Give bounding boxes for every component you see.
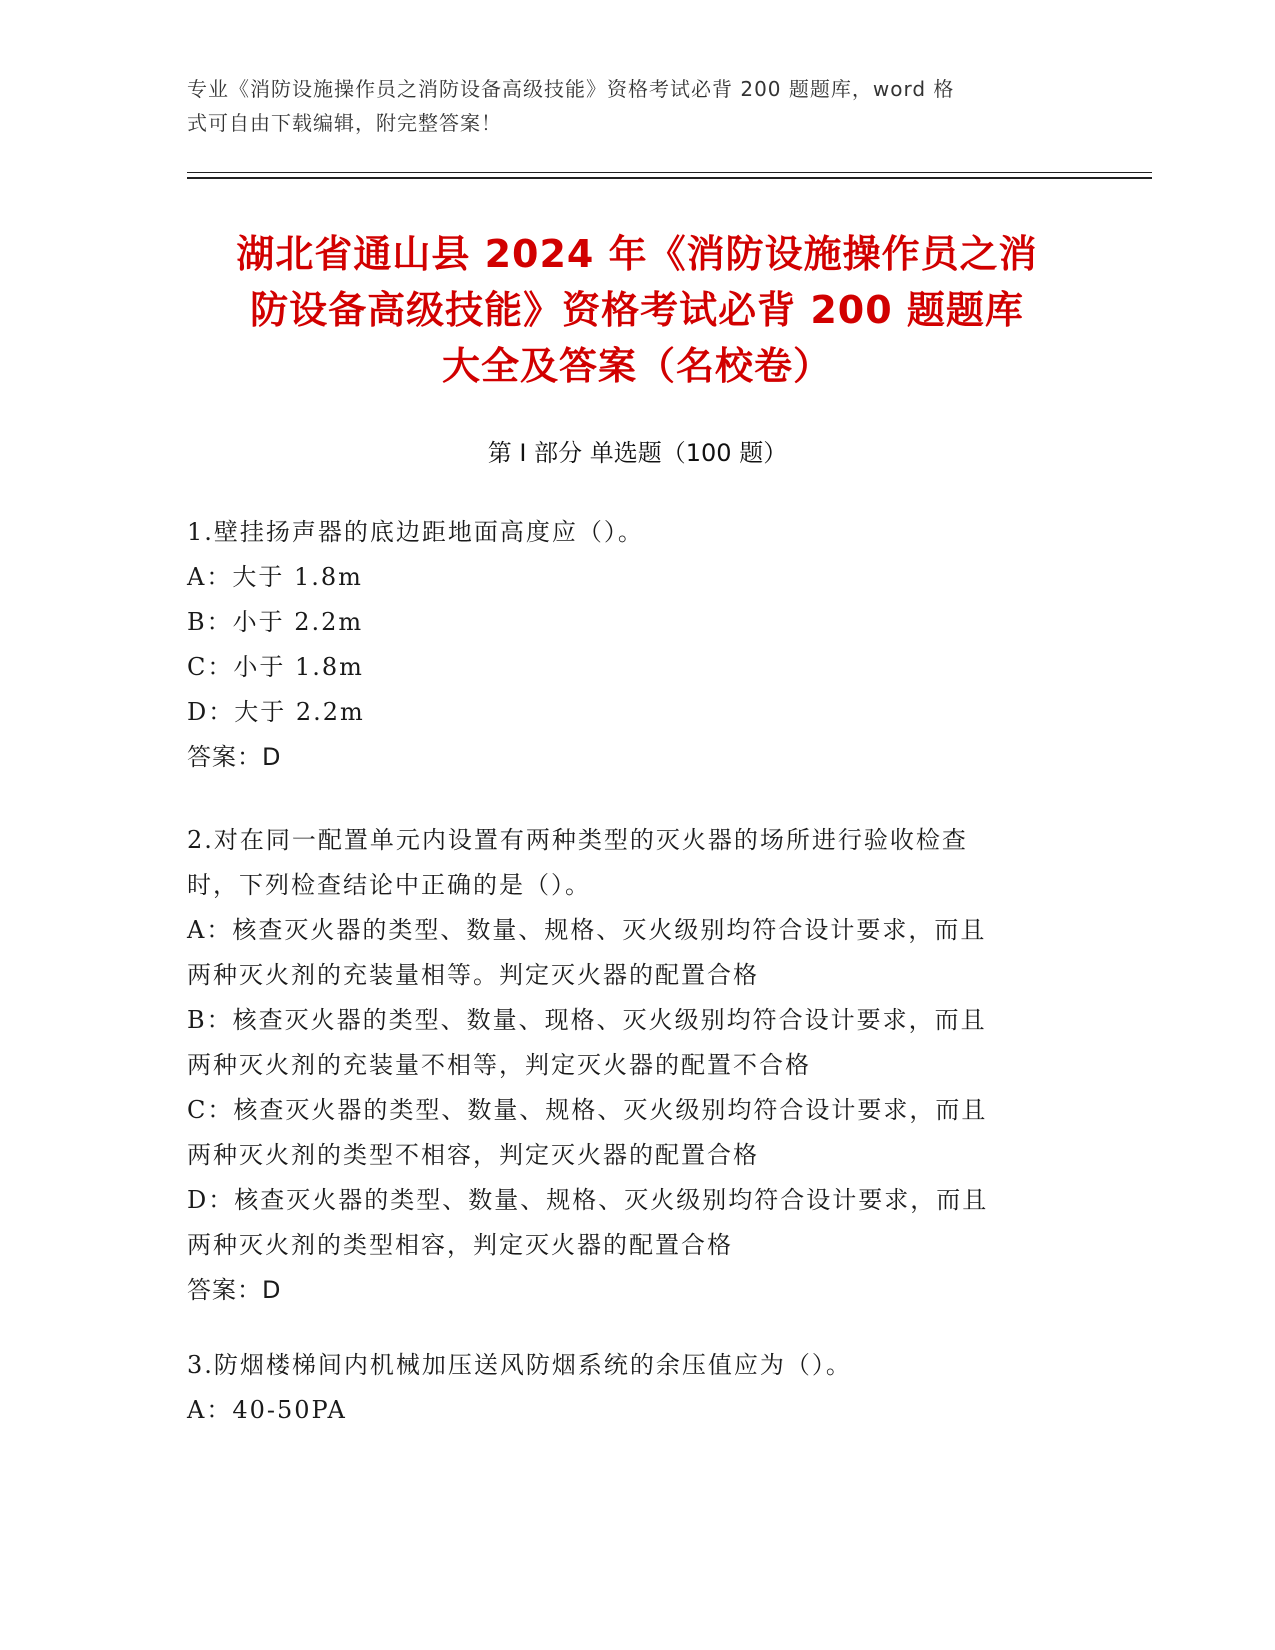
option-b-line-1: B：核查灭火器的类型、数量、现格、灭火级别均符合设计要求，而且 [187,1006,987,1034]
question-stem: 3.防烟楼梯间内机械加压送风防烟系统的余压值应为（）。 [187,1351,852,1379]
option-c-line-2: 两种灭火剂的类型不相容，判定灭火器的配置合格 [187,1141,759,1169]
section-title: 第 I 部分 单选题（100 题） [487,439,788,467]
question-stem-line-1: 2.对在同一配置单元内设置有两种类型的灭火器的场所进行验收检查 [187,826,968,854]
option-d-line-1: D：核查灭火器的类型、数量、规格、灭火级别均符合设计要求，而且 [187,1186,989,1214]
option-b-line-2: 两种灭火剂的充装量不相等，判定灭火器的配置不合格 [187,1051,811,1079]
question-2 [187,818,1087,1313]
option-c: C：小于 1.8m [187,653,364,681]
header-rule-top [187,172,1152,173]
answer: 答案：D [187,1276,282,1304]
question-1 [187,510,1087,780]
option-a-line-2: 两种灭火剂的充装量相等。判定灭火器的配置合格 [187,961,759,989]
header-rule-bottom [187,177,1152,179]
option-d-line-2: 两种灭火剂的类型相容，判定灭火器的配置合格 [187,1231,733,1259]
title-line-2: 防设备高级技能》资格考试必背 200 题题库 [250,288,1024,332]
option-b: B：小于 2.2m [187,608,364,636]
header-note [187,72,1067,140]
title-line-1: 湖北省通山县 2024 年《消防设施操作员之消 [236,232,1038,276]
question-stem: 1.壁挂扬声器的底边距地面高度应（）。 [187,518,644,546]
header-note-line-2: 式可自由下载编辑，附完整答案！ [187,111,502,135]
answer: 答案：D [187,743,282,771]
title-line-3: 大全及答案（名校卷） [441,344,832,388]
option-a: A：40-50PA [187,1396,347,1424]
question-3 [187,1343,1087,1433]
question-stem-line-2: 时，下列检查结论中正确的是（）。 [187,871,591,899]
option-d: D：大于 2.2m [187,698,365,726]
option-c-line-1: C：核查灭火器的类型、数量、规格、灭火级别均符合设计要求，而且 [187,1096,988,1124]
option-a: A：大于 1.8m [187,563,363,591]
option-a-line-1: A：核查灭火器的类型、数量、规格、灭火级别均符合设计要求，而且 [187,916,987,944]
header-note-line-1: 专业《消防设施操作员之消防设备高级技能》资格考试必背 200 题题库，word 格 [187,77,955,101]
document-title [137,226,1137,394]
